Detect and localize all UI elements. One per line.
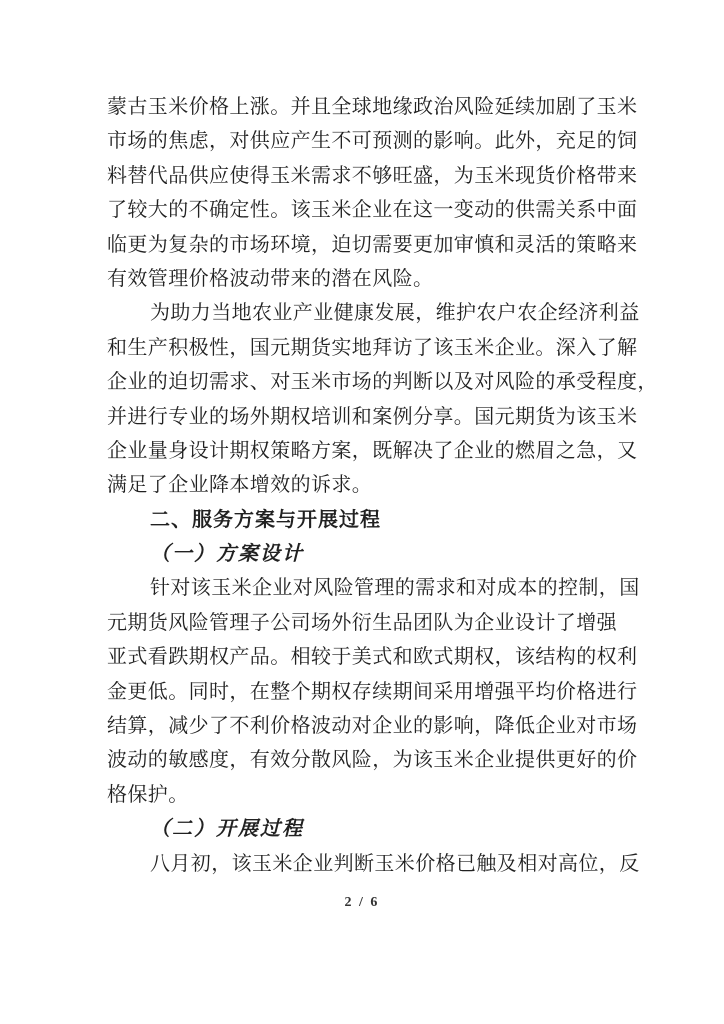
page-body-text [107,90,658,881]
page-number: 2 / 6 [344,895,380,910]
paragraph-4 [107,847,640,881]
text-line: 元期货风险管理子公司场外衍生品团队为企业设计了增强 [107,611,617,634]
text-line: 结算，减少了不利价格波动对企业的影响，降低企业对市场 [107,715,638,738]
text-line: 和生产积极性，国元期货实地拜访了该玉米企业。深入了解 [107,336,638,359]
text-line: 蒙古玉米价格上涨。并且全球地缘政治风险延续加剧了玉米 [107,96,638,118]
paragraph-1 [107,90,638,296]
paragraph-2 [107,296,658,502]
text-line: 波动的敏感度，有效分散风险，为该玉米企业提供更好的价 [107,749,638,772]
text-line: 企业量身设计期权策略方案，既解决了企业的燃眉之急，又 [107,439,638,462]
text-line: 为助力当地农业产业健康发展，维护农户农企经济利益 [150,302,640,325]
text-line: 并进行专业的场外期权培训和案例分享。国元期货为该玉米 [107,405,638,428]
text-line: 格保护。 [107,783,189,806]
text-line: 针对该玉米企业对风险管理的需求和对成本的控制，国 [150,577,640,600]
text-line: 有效管理价格波动带来的潜在风险。 [107,267,434,290]
subsection-heading-1: （一）方案设计 [150,543,304,566]
subsection-heading-2: （二）开展过程 [150,818,304,841]
text-line: 金更低。同时，在整个期权存续期间采用增强平均价格进行 [107,680,638,703]
paragraph-3 [107,571,640,812]
text-line: 料替代品供应使得玉米需求不够旺盛，为玉米现货价格带来 [107,164,638,187]
text-line: 满足了企业降本增效的诉求。 [107,474,373,497]
text-line: 企业的迫切需求、对玉米市场的判断以及对风险的承受程度， [107,371,658,394]
text-line: 八月初，该玉米企业判断玉米价格已触及相对高位，反 [150,852,640,875]
text-line: 市场的焦虑，对供应产生不可预测的影响。此外，充足的饲 [107,130,638,153]
text-line: 亚式看跌期权产品。相较于美式和欧式期权，该结构的权利 [107,646,638,669]
section-heading: 二、服务方案与开展过程 [150,508,381,531]
text-line: 临更为复杂的市场环境，迫切需要更加审慎和灵活的策略来 [107,233,638,256]
text-line: 了较大的不确定性。该玉米企业在这一变动的供需关系中面 [107,199,638,222]
